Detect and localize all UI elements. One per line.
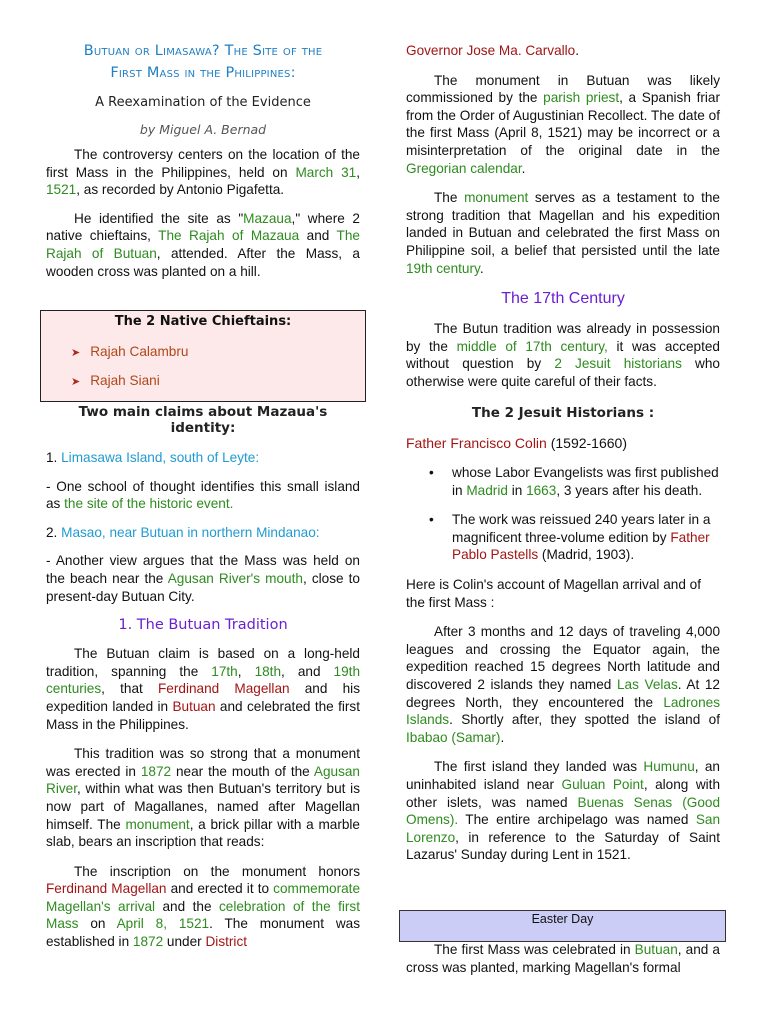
place-text: Butuan: [634, 942, 678, 957]
butuan-paragraph-3: [46, 863, 360, 951]
account-intro: Here is Colin's account of Magellan arrival and of the first Mass :: [406, 577, 702, 610]
highlight-text: commemorate Magellan's arrival: [46, 881, 361, 914]
chieftain-text: The Rajah of Butuan: [46, 228, 360, 261]
title-line-1: Butuan or Limasawa? The Site of the: [83, 43, 323, 59]
claim-number: 1.: [46, 450, 62, 465]
place-text: Mazaua: [243, 210, 292, 226]
author-byline: by Miguel A. Bernad: [139, 122, 267, 137]
place-text: Madrid: [466, 482, 508, 498]
text: , within what was then Butuan's territory but is now part of Magallanes, named after Magellan himself. The: [46, 781, 360, 832]
text: in: [507, 482, 527, 498]
chieftains-box: [40, 310, 366, 402]
chieftain-name: Rajah Calambru: [90, 344, 189, 359]
chieftain-name: Rajah Siani: [90, 373, 160, 388]
text: , as recorded by Antonio Pigafetta.: [76, 182, 285, 198]
highlight-text: the site of the historic event.: [64, 496, 234, 512]
claim-2-title: [46, 524, 360, 542]
text: . At 12 degrees North, they encountered the: [406, 677, 720, 710]
document-title: [46, 40, 360, 84]
century-text: 19th centuries: [46, 663, 361, 697]
document-subtitle: A Reexamination of the Evidence: [95, 95, 311, 110]
claim-number: 2.: [46, 524, 62, 540]
text: .: [479, 260, 484, 276]
text: (Madrid, 1903).: [538, 547, 635, 563]
list-item: [406, 511, 720, 564]
title-line-2: First Mass in the Philippines:: [110, 65, 296, 81]
year-text: 1521: [46, 182, 77, 198]
colin-bullet-list: [406, 464, 720, 564]
right-column-final: [406, 941, 720, 976]
chieftain-text: The Rajah of Mazaua: [158, 228, 300, 244]
text: and erected it to: [166, 881, 274, 897]
text: The Butuan claim is based on a long-held tradition, spanning the: [46, 646, 360, 679]
highlight-text: Agusan River's mouth: [167, 570, 303, 586]
person-text: Father Francisco Colin: [406, 434, 547, 451]
text: it was accepted without question by: [406, 338, 720, 372]
intro-paragraph-1: [46, 146, 360, 199]
text: . Shortly after, they spotted the island of: [449, 712, 720, 728]
text: ," where 2 native chieftains,: [46, 210, 360, 244]
text: serves as a testament to the strong tradition that Magellan and his expedition landed in Butuan and celebrated the first Mass on Philippine soil, a belief that persisted until the late: [406, 190, 720, 258]
text: , close to present-day Butuan City.: [46, 570, 360, 604]
text: and: [299, 228, 337, 244]
final-paragraph: [406, 941, 720, 976]
text: ,: [237, 663, 255, 679]
butuan-paragraph-2: [46, 745, 360, 851]
place-text: San Lorenzo: [406, 812, 720, 845]
text: The first Mass was celebrated in: [434, 942, 635, 957]
text: on: [78, 916, 117, 932]
text: The controversy centers on the location of the first Mass in the Philippines, held on: [46, 147, 360, 180]
person-text: Governor Jose Ma. Carvallo: [406, 43, 576, 58]
account-paragraph-2: [406, 758, 720, 864]
chieftain-list-item: [71, 373, 160, 388]
chieftains-box-title: The 2 Native Chieftains:: [114, 314, 292, 329]
list-item: [406, 464, 720, 499]
highlight-text: 2 Jesuit historians: [554, 356, 682, 372]
century-text: 19th century: [406, 260, 480, 276]
chieftain-list-item: [71, 344, 188, 359]
text: who otherwise were quite careful of their facts.: [406, 356, 720, 389]
text: The monument in Butuan was likely commissioned by the: [406, 72, 720, 106]
text: and the: [155, 898, 219, 914]
text: The inscription on the monument honors: [74, 863, 360, 879]
highlight-text: monument: [464, 190, 529, 206]
text: , and: [281, 663, 334, 679]
place-text: Las Velas: [616, 677, 678, 693]
text: The: [434, 190, 465, 206]
text: .: [521, 160, 526, 176]
left-column-lower: [46, 404, 360, 951]
right-paragraph-1: [406, 72, 720, 178]
century-text: 18th: [254, 663, 282, 679]
right-column: [406, 42, 720, 864]
highlight-text: middle of 17th century,: [456, 338, 608, 354]
text: near the mouth of the: [171, 763, 314, 779]
text: , an uninhabited island near: [406, 759, 720, 792]
text: - Another view argues that the Mass was held on the beach near the: [46, 553, 360, 586]
easter-day-label: Easter Day: [531, 912, 594, 926]
text: , a Spanish friar from the Order of Augustinian Recollect. The date of the first Mass (April 8, 1521) may be incorrect or a misinterpretation of the original date in the: [406, 90, 721, 158]
place-text: Ladrones Islands: [406, 694, 720, 728]
butuan-paragraph-3-continued: [406, 42, 720, 60]
left-column: [46, 0, 360, 280]
text: , and a cross was planted, marking Magellan's formal: [406, 942, 720, 975]
year-text: 1872: [140, 763, 172, 779]
place-text: Buenas Senas (Good Omens).: [406, 794, 721, 828]
claim-1-title: [46, 449, 360, 467]
text: The work was reissued 240 years later in a magnificent three-volume edition by: [452, 512, 711, 545]
date-text: April 8, 1521: [116, 916, 210, 932]
text: , along with other islets, was named: [406, 777, 720, 810]
date-text: March 31: [295, 164, 357, 180]
text: , 3 years after his death.: [556, 482, 703, 498]
claims-heading: Two main claims about Mazaua's identity:: [78, 404, 328, 436]
claim-2-text: [46, 552, 360, 605]
place-text: Butuan: [172, 698, 216, 714]
century-17-heading: The 17th Century: [501, 290, 625, 308]
text: , in reference to the Saturday of Saint Lazarus' Sunday during Lent in 1521.: [406, 829, 720, 863]
text: .: [575, 43, 580, 58]
text: ,: [356, 164, 360, 180]
years-text: (1592-1660): [546, 434, 627, 451]
text: , attended. After the Mass, a wooden cross was planted on a hill.: [46, 245, 360, 279]
text: The entire archipelago was named: [458, 812, 696, 828]
colin-heading: [406, 435, 720, 453]
highlight-text: Gregorian calendar: [406, 160, 522, 176]
person-text: Ferdinand Magellan: [158, 681, 290, 697]
year-text: 1663: [526, 482, 557, 498]
year-text: 1872: [132, 934, 164, 950]
arrow-bullet-icon: ➤: [71, 376, 81, 388]
text: The Butun tradition was already in possession by the: [406, 321, 720, 354]
account-paragraph-1: [406, 623, 720, 746]
person-text: Ferdinand Magellan: [46, 881, 167, 897]
jesuit-historians-heading: The 2 Jesuit Historians :: [471, 404, 655, 421]
person-text: Father Pablo Pastells: [452, 529, 710, 563]
arrow-bullet-icon: ➤: [71, 347, 81, 359]
butuan-paragraph-1: [46, 645, 360, 733]
easter-day-box: [399, 910, 726, 942]
text: under: [163, 934, 206, 950]
text: and his expedition landed in: [46, 681, 360, 714]
right-paragraph-2: [406, 189, 720, 277]
text: The first island they landed was: [434, 759, 644, 775]
claim-1-text: [46, 478, 360, 513]
text: - One school of thought identifies this small island as: [46, 478, 360, 512]
claim-label: Masao, near Butuan in northern Mindanao:: [61, 524, 320, 540]
highlight-text: monument: [125, 816, 190, 832]
bullet-icon: •: [429, 465, 434, 481]
highlight-text: celebration of the first Mass: [46, 898, 360, 932]
text: He identified the site as ": [74, 210, 244, 226]
place-text: Humunu: [643, 759, 695, 775]
place-text: Agusan River: [46, 763, 360, 797]
highlight-text: parish priest: [543, 90, 620, 106]
text: .: [500, 729, 505, 745]
claim-label: Limasawa Island, south of Leyte:: [61, 450, 260, 465]
butuan-tradition-heading: 1. The Butuan Tradition: [118, 617, 288, 634]
text: and celebrated the first Mass in the Philippines.: [46, 698, 360, 732]
text: This tradition was so strong that a monument was erected in: [46, 746, 360, 779]
text: whose Labor Evangelists was first published in: [452, 465, 719, 498]
text: . The monument was established in: [46, 916, 361, 950]
place-text: Guluan Point: [561, 777, 644, 792]
person-text: District: [205, 934, 248, 950]
text: , that: [101, 681, 158, 697]
place-text: Ibabao (Samar): [406, 729, 501, 745]
bullet-icon: •: [429, 512, 434, 528]
century-text: 17th: [211, 663, 238, 679]
text: After 3 months and 12 days of traveling 4,000 leagues and crossing the Equator again, the expedition reached 15 degrees North latitude and discovered 2 islands they named: [406, 624, 720, 693]
century-17-paragraph: [406, 320, 720, 390]
intro-paragraph-2: [46, 210, 360, 280]
text: , a brick pillar with a marble slab, bears an inscription that reads:: [46, 816, 360, 850]
